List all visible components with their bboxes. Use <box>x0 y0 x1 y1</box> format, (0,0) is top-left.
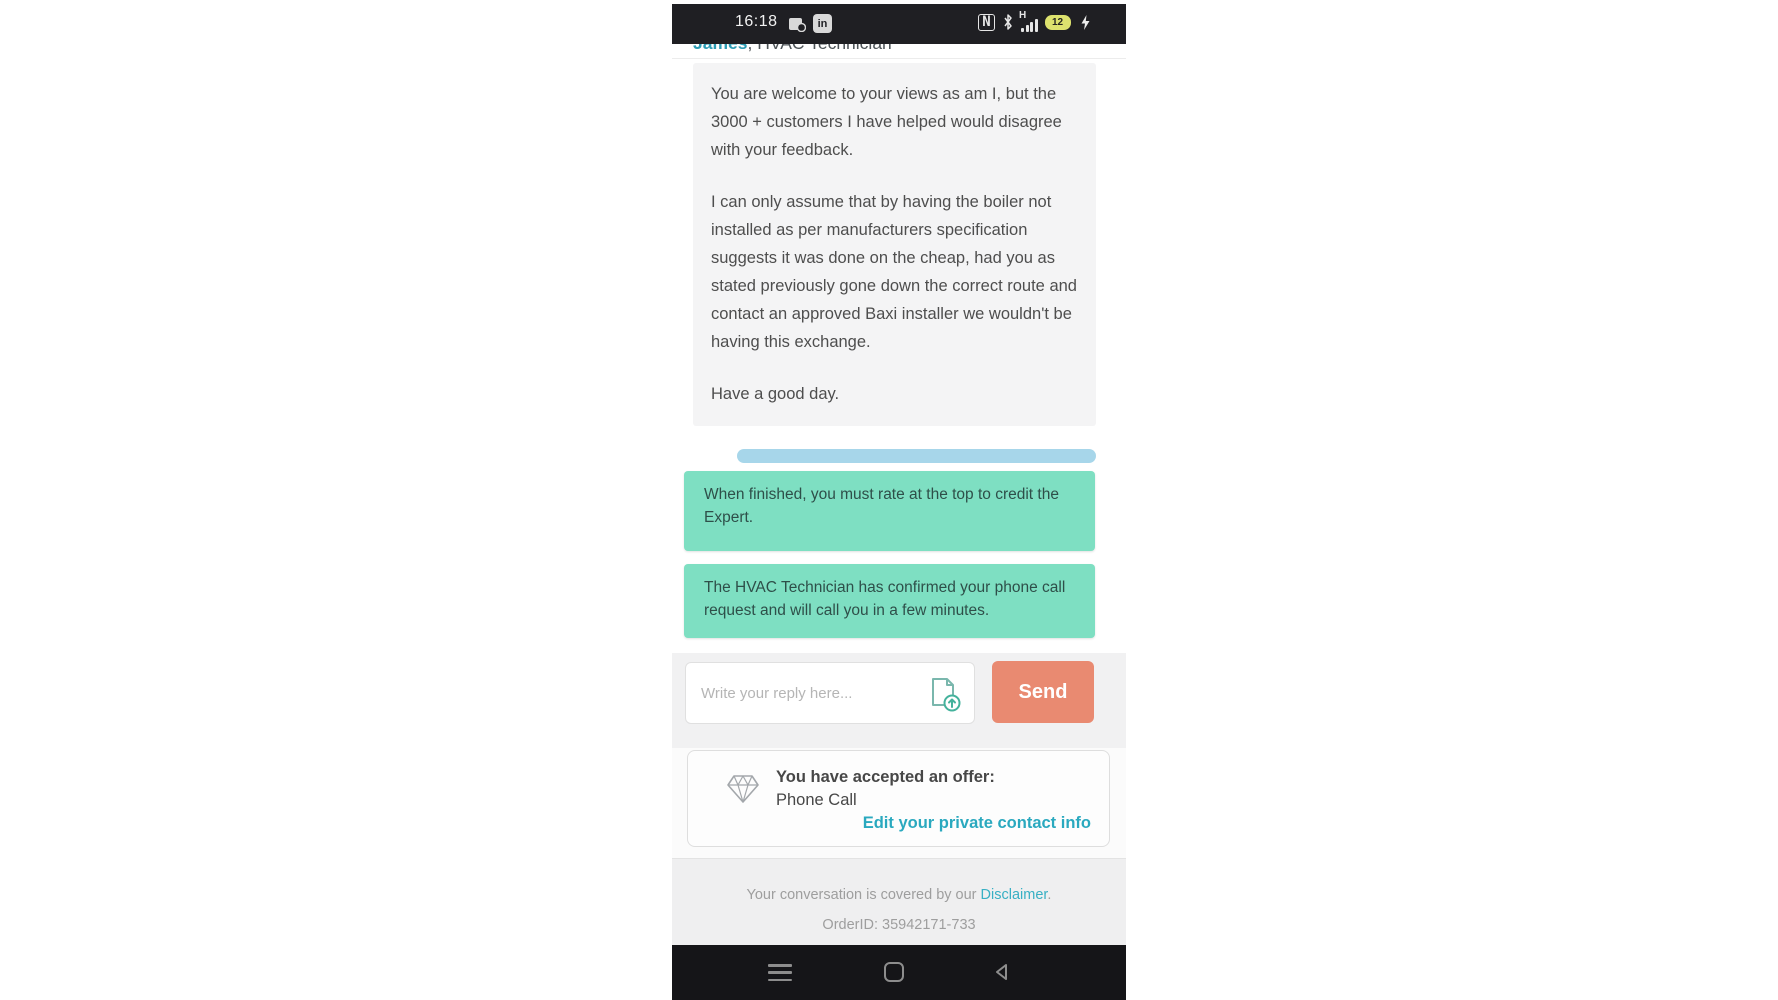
offer-section <box>672 748 1126 858</box>
linkedin-notification-icon: in <box>813 14 832 33</box>
offer-type-label: Phone Call <box>776 791 857 809</box>
phone-screenshot <box>672 0 1126 1000</box>
reply-input-container[interactable] <box>685 662 975 724</box>
mail-notification-icon <box>788 16 806 32</box>
typing-indicator-bar <box>737 449 1096 463</box>
expert-message-paragraph: You are welcome to your views as am I, but the 3000 + customers I have helped would disagree with your feedback. <box>711 85 1062 159</box>
nfc-icon: N <box>978 14 995 31</box>
system-message-text: The HVAC Technician has confirmed your phone call request and will call you in a few minutes. <box>704 579 1066 619</box>
diamond-icon <box>726 773 760 805</box>
accepted-offer-card <box>687 750 1110 847</box>
expert-message-paragraph: I can only assume that by having the boiler not installed as per manufacturers specification suggests it was done on the cheap, had you as stated previously gone down the correct route and contact an approved Baxi installer we wouldn't be having this exchange. <box>711 193 1077 351</box>
mobile-signal-icon: H <box>1021 12 1038 32</box>
battery-level-label: 12 <box>1045 15 1071 30</box>
expert-message-paragraph: Have a good day. <box>711 385 840 403</box>
attach-file-icon[interactable] <box>925 674 965 714</box>
disclaimer-link[interactable]: Disclaimer <box>980 887 1048 903</box>
system-message-text: When finished, you must rate at the top to credit the Expert. <box>704 486 1059 526</box>
battery-icon <box>1045 15 1071 30</box>
back-icon[interactable] <box>992 962 1012 982</box>
system-message-bubble <box>684 564 1095 638</box>
legal-footer <box>672 858 1126 945</box>
order-id-label: OrderID: 35942171-733 <box>822 917 976 933</box>
reply-input[interactable] <box>686 663 939 723</box>
offer-title: You have accepted an offer: <box>776 768 995 786</box>
edit-contact-info-link[interactable]: Edit your private contact info <box>862 814 1091 832</box>
charging-bolt-icon <box>1080 14 1091 31</box>
send-button[interactable]: Send <box>992 661 1094 723</box>
home-icon[interactable] <box>884 962 904 982</box>
clock-label: 16:18 <box>735 13 778 30</box>
disclaimer-text: Your conversation is covered by our <box>746 887 981 903</box>
disclaimer-period: . <box>1047 887 1052 903</box>
disclaimer-line <box>672 880 1126 910</box>
bluetooth-icon <box>1002 13 1014 31</box>
android-nav-bar <box>672 945 1126 1000</box>
expert-message-bubble <box>693 63 1096 426</box>
header-divider <box>672 58 1126 59</box>
recents-menu-icon[interactable] <box>768 964 792 981</box>
system-message-bubble <box>684 471 1095 551</box>
android-status-bar <box>672 4 1126 44</box>
reply-composer <box>672 653 1126 748</box>
